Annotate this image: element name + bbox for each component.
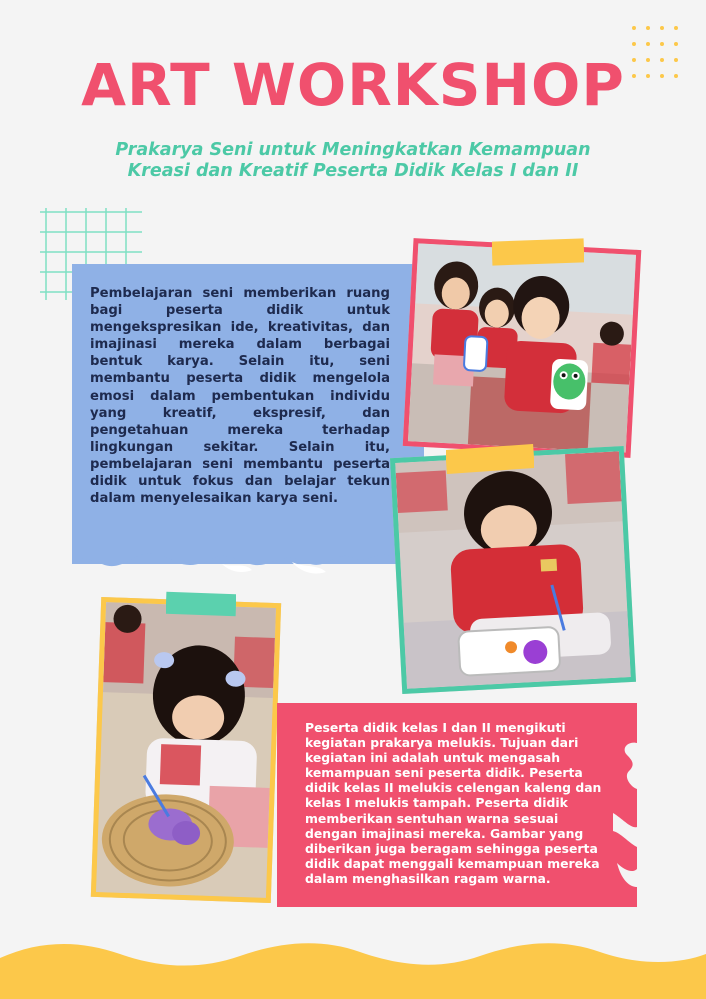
photo-child-painting-can [395, 451, 631, 688]
page-title: ART WORKSHOP [81, 51, 625, 119]
photo-child-painting-tray [96, 602, 276, 898]
tape-decoration-teal [166, 590, 236, 618]
pink-panel-text: Peserta didik kelas I dan II mengikuti kegiatan prakarya melukis. Tujuan dari kegiatan ini adalah untuk mengasah kemampuan seni peserta didik. Peserta didik kelas II melukis celengan kaleng dan kelas I melukis tampah. Peserta didik memberikan sentuhan warna sesuai dengan imajinasi mereka. Gambar yang diberikan juga beragam sehingga peserta didik dapat menggali kemampuan mereka dalam menghasilkan ragam warna. [305, 720, 602, 886]
subtitle-line-1: Prakarya Seni untuk Meningkatkan Kemampuan [115, 140, 591, 160]
tape-decoration-yellow-2 [446, 444, 534, 474]
photo-children-holding-painted-cans [408, 243, 636, 452]
subtitle-line-2: Kreasi dan Kreatif Peserta Didik Kelas I dan II [127, 161, 579, 181]
page-subtitle [60, 140, 646, 182]
photo-girl-painting-can [390, 446, 636, 694]
blue-panel-torn-edge [72, 538, 424, 578]
photo-girl-painting-tampah [91, 597, 281, 903]
photo-painting-cans [403, 238, 642, 458]
tape-decoration-yellow [492, 238, 584, 266]
bottom-wave-decoration [0, 930, 706, 999]
blue-panel-text: Pembelajaran seni memberikan ruang bagi peserta didik untuk mengekspresikan ide, kreativitas, dan imajinasi mereka dalam berbagai bentuk karya. Selain itu, seni membantu peserta didik mengelola emosi dalam pembentukan individu yang kreatif, ekspresif, dan pengetahuan mereka terhadap lingkungan sekitar. Selain itu, pembelajaran seni membantu peserta didik untuk fokus dan belajar tekun dalam menyelesaikan karya seni. [90, 286, 390, 507]
